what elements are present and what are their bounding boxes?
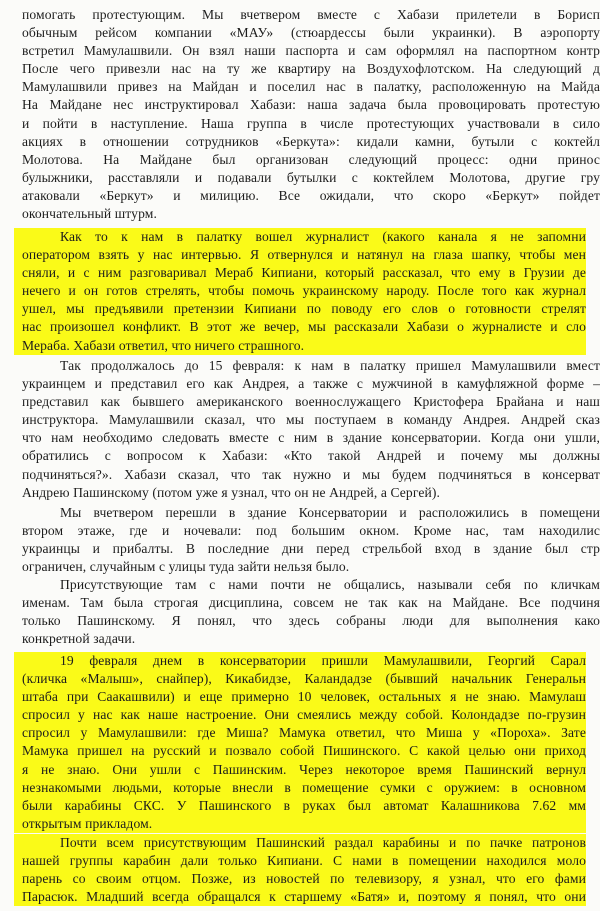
paragraph-7-highlighted — [14, 834, 586, 906]
text-line: нашей группы карабин дали только Кипиани. С нами в помещении находился моло — [22, 853, 586, 869]
text-line: обычным рейсом компании «МАУ» (стюардессы были украинки). В аэропорту — [22, 25, 600, 41]
paragraph-6-highlighted — [14, 652, 586, 833]
text-line: Почти всем присутствующим Пашинский раздал карабины и по пачке патронов — [60, 835, 586, 850]
text-line: встретил Мамулашвили. Он взял наши паспорта и сам оформлял на паспортном контр — [22, 43, 600, 59]
text-line: булыжники, расставляли и подавали бутылки с коктейлем Молотова, другие гру — [22, 169, 600, 185]
text-line: Присутствующие там с нами почти не общались, называли себя по кличкам — [60, 577, 600, 592]
text-line: втором этаже, где и ночевали: под большим окном. Кроме нас, там находилис — [22, 523, 600, 539]
text-line: были карабины СКС. У Пашинского в руках был автомат Калашникова 7.62 мм — [22, 797, 586, 813]
paragraph-4 — [0, 504, 600, 576]
text-line: нас произошел конфликт. В этот же вечер, мы рассказали Хабази о журналисте и сло — [22, 319, 586, 335]
text-line: На Майдане нес инструктировал Хабази: наша задача была провоцировать протестую — [22, 97, 600, 113]
text-line: инструктора. Мамулашвили сказал, что мы поступаем в команду Андрея. Андрей сказ — [22, 412, 600, 428]
text-line: спросил у нас как наше настроение. Они смеялись между собой. Колондадзе по-грузин — [22, 707, 586, 723]
text-line: Мераба. Хабази ответил, что ничего страшного. — [22, 337, 305, 353]
paragraph-2-highlighted — [14, 228, 586, 355]
text-line: украинцы и прибалты. В последние дни перед стрельбой вход в здание был стр — [22, 541, 600, 557]
text-line: обратились с вопросом к Хабази: «Кто такой Андрей и почему мы должны — [22, 448, 600, 464]
text-line: акциях в отношении сотрудников «Беркута»: кидали камни, бутыли с коктейл — [22, 133, 600, 149]
text-line: (кличка «Малыш», снайпер), Кикабидзе, Каландадзе (бывший начальник Генеральн — [22, 671, 586, 687]
text-line: Мамулашвили привез на Майдан и поселил нас в палатку, расположенную на Майда — [22, 79, 600, 95]
text-line: украинцем и представил его как Андрея, а также с мужчиной в камуфляжной форме – — [22, 376, 600, 392]
text-line: и пойти в наступление. Наша группа в числе протестующих участвовали в сило — [22, 115, 600, 131]
paragraph-3 — [0, 357, 600, 502]
text-line: сняли, и с ним разговаривал Мераб Кипиани, который рассказал, что ему в Грузии де — [22, 265, 586, 281]
text-line: окончательный штурм. — [22, 206, 157, 222]
text-line: После чего привезли нас на ту же квартиру на Воздухофлотском. На следующий д — [22, 61, 600, 77]
text-line: ограничен, случайным с улицы туда зайти нельзя было. — [22, 559, 350, 575]
text-line: Как то к нам в палатку вошел журналист (какого канала я не запомни — [60, 229, 586, 244]
text-line: представил как бывшего американского военнослужащего Кристофера Брайана и наш — [22, 394, 600, 410]
text-line: Мы вчетвером перешли в здание Консерватории и расположились в помещени — [60, 505, 600, 520]
paragraph-5 — [0, 576, 600, 648]
text-line: именам. Там была строгая дисциплина, совсем не так как на Майдане. Все подчиня — [22, 595, 600, 611]
text-line: Андрею Пашинскому (потом уже я узнал, что он не Андрей, а Сергей). — [22, 484, 440, 500]
text-line: открытым прикладом. — [22, 815, 153, 831]
text-line: Мамука пришел на русский и позвало собой Пишинского. С какой целью они приход — [22, 743, 586, 759]
text-line: спросил у Мамулашвили: где Миша? Мамука ответил, что Миша у «Пороха». Зате — [22, 725, 586, 741]
text-line: Парасюк. Младший всегда обращался к старшему «Батя» и, поэтому я понял, что они — [22, 889, 586, 905]
text-line: парень со своим отцом. Позже, из новостей по телевизору, я узнал, что его фами — [22, 871, 586, 887]
text-line: нечего и он готов стрелять, чтобы помочь украинскому народу. После того как журнал — [22, 283, 586, 299]
text-line: помогать протестующим. Мы вчетвером вместе с Хабази прилетели в Борисп — [22, 7, 600, 22]
text-line: только Пашинскому. Я понял, что здесь собраны люди для выполнения како — [22, 613, 600, 629]
text-line: 19 февраля днем в консерватории пришли Мамулашвили, Георгий Сарал — [60, 653, 586, 668]
text-line: Молотова. На Майдане был организован следующий процесс: одни принос — [22, 151, 600, 167]
text-line: незнакомыми людьми, которые внесли в помещение сумки с оружием: в основном — [22, 779, 586, 795]
text-line: атаковали «Беркут» и милицию. Все ожидали, что скоро «Беркут» пойдет — [22, 187, 600, 203]
text-line: конкретной задачи. — [22, 631, 136, 647]
text-line: Так продолжалось до 15 февраля: к нам в палатку пришел Мамулашвили вмест — [60, 358, 600, 373]
text-line: что нам необходимо следовать вместе с ним в здание консерватории. Когда они ушли, — [22, 430, 600, 446]
paragraph-1 — [0, 6, 600, 223]
text-line: оператором взять у нас интервью. Я отвернулся и натянул на глаза шапку, чтобы мен — [22, 247, 586, 263]
text-line: ушел, мы предъявили претензии Кипиани по поводу его слов о готовности стрелят — [22, 301, 586, 317]
text-line: штаба при Саакашвили) и еще примерно 10 человек, остальных я не знаю. Мамулаш — [22, 689, 586, 705]
text-line: я не знаю. Они ушли с Пашинским. Через некоторое время Пашинский вернул — [22, 761, 586, 777]
text-line: подчиняться?». Хабази сказал, что так нужно и мы будем подчиняться в консерват — [22, 466, 600, 482]
